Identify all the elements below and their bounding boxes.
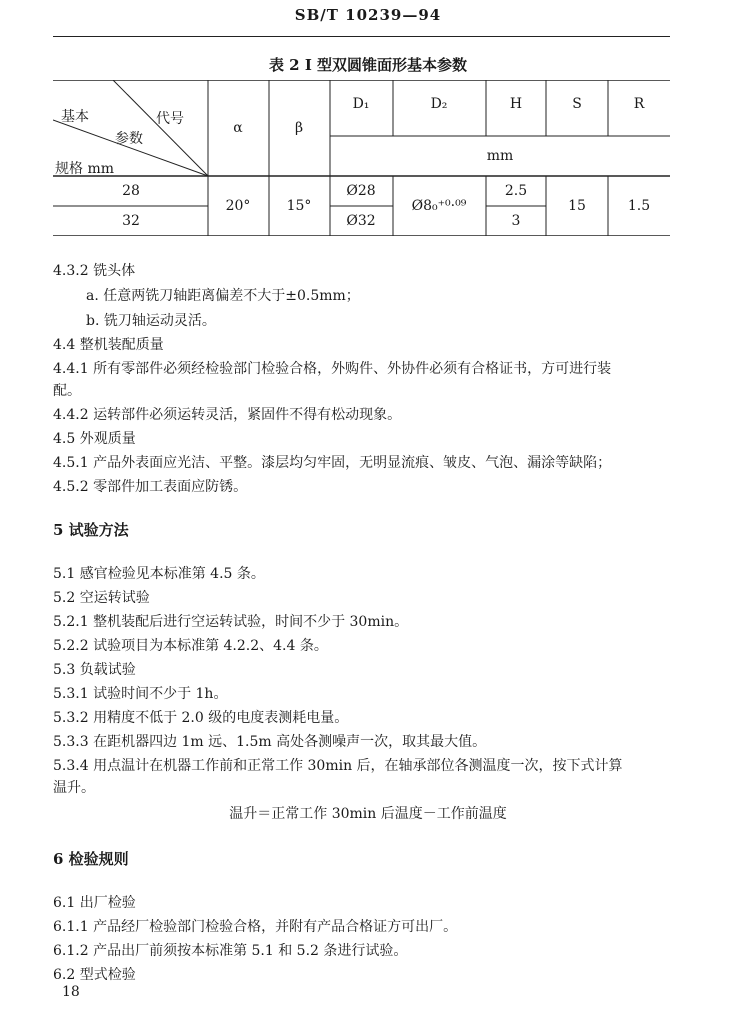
corner-code: 代号 [156, 111, 184, 127]
clause-5-2-1: 5.2.1 整机装配后进行空运转试验，时间不少于 30min。 [53, 614, 409, 630]
corner-basic: 基本 [61, 109, 89, 125]
clause-6-1-2: 6.1.2 产品出厂前须按本标准第 5.1 和 5.2 条进行试验。 [53, 943, 408, 959]
header-r: R [633, 96, 645, 112]
clause-4-3-2-a: a. 任意两铣刀轴距离偏差不大于±0.5mm； [86, 288, 360, 304]
h-value-32: 3 [511, 213, 521, 229]
section-5-heading: 5 试验方法 [53, 521, 129, 539]
d1-value-32: Ø32 [346, 213, 376, 229]
clause-5-1: 5.1 感官检验见本标准第 4.5 条。 [53, 566, 265, 582]
clause-4-5-1: 4.5.1 产品外表面应光洁、平整。漆层均匀牢固，无明显流痕、皱皮、气泡、漏涂等缺陷； [53, 455, 612, 471]
clause-5-3: 5.3 负载试验 [53, 662, 136, 678]
clause-5-2-2: 5.2.2 试验项目为本标准第 4.2.2、4.4 条。 [53, 638, 328, 654]
clause-4-4: 4.4 整机装配质量 [53, 337, 164, 353]
corner-spec: 规格 mm [55, 161, 115, 177]
header-h: H [509, 96, 523, 112]
header-d1: D₁ [352, 96, 370, 112]
header-alpha: α [233, 120, 243, 136]
alpha-value: 20° [225, 198, 251, 214]
d1-value-28: Ø28 [346, 183, 376, 199]
clause-4-5-2: 4.5.2 零部件加工表面应防锈。 [53, 479, 248, 495]
clause-5-3-3: 5.3.3 在距机器四边 1m 远、1.5m 高处各测噪声一次，取其最大值。 [53, 734, 487, 750]
clause-4-3-2-b: b. 铣刀轴运动灵活。 [86, 313, 216, 329]
clause-4-3-2: 4.3.2 铣头体 [53, 263, 136, 279]
clause-4-5: 4.5 外观质量 [53, 431, 136, 447]
beta-value: 15° [286, 198, 312, 214]
corner-param: 参数 [115, 131, 143, 147]
clause-6-1-1: 6.1.1 产品经厂检验部门检验合格，并附有产品合格证方可出厂。 [53, 919, 458, 935]
page-number: 18 [62, 984, 80, 1000]
clause-6-1: 6.1 出厂检验 [53, 895, 136, 911]
header-beta: β [294, 120, 304, 136]
header-s: S [572, 96, 582, 112]
clause-4-4-1-cont: 配。 [53, 383, 81, 399]
unit-label: mm [486, 148, 514, 164]
parameter-table [53, 80, 670, 236]
clause-4-4-2: 4.4.2 运转部件必须运转灵活，紧固件不得有松动现象。 [53, 407, 402, 423]
table-title: 表 2 I 型双圆锥面形基本参数 [268, 56, 468, 74]
header-d2: D₂ [430, 96, 448, 112]
header-rule [53, 36, 670, 37]
clause-6-2: 6.2 型式检验 [53, 967, 136, 983]
d2-value: Ø8₀⁺⁰·⁰⁹ [411, 198, 467, 214]
clause-5-3-4-cont: 温升。 [53, 780, 95, 796]
clause-5-3-4: 5.3.4 用点温计在机器工作前和正常工作 30min 后，在轴承部位各测温度一次，按下式计算 [53, 758, 623, 774]
clause-4-4-1: 4.4.1 所有零部件必须经检验部门检验合格，外购件、外协件必须有合格证书，方可进行装 [53, 361, 612, 377]
spec-32: 32 [122, 213, 140, 229]
spec-28: 28 [122, 183, 140, 199]
r-value: 1.5 [627, 198, 651, 214]
standard-header: SB/T 10239—94 [294, 6, 442, 24]
s-value: 15 [568, 198, 586, 214]
clause-5-2: 5.2 空运转试验 [53, 590, 150, 606]
temperature-rise-formula: 温升＝正常工作 30min 后温度－工作前温度 [229, 806, 507, 822]
clause-5-3-2: 5.3.2 用精度不低于 2.0 级的电度表测耗电量。 [53, 710, 349, 726]
section-6-heading: 6 检验规则 [53, 850, 129, 868]
clause-5-3-1: 5.3.1 试验时间不少于 1h。 [53, 686, 228, 702]
h-value-28: 2.5 [504, 183, 528, 199]
